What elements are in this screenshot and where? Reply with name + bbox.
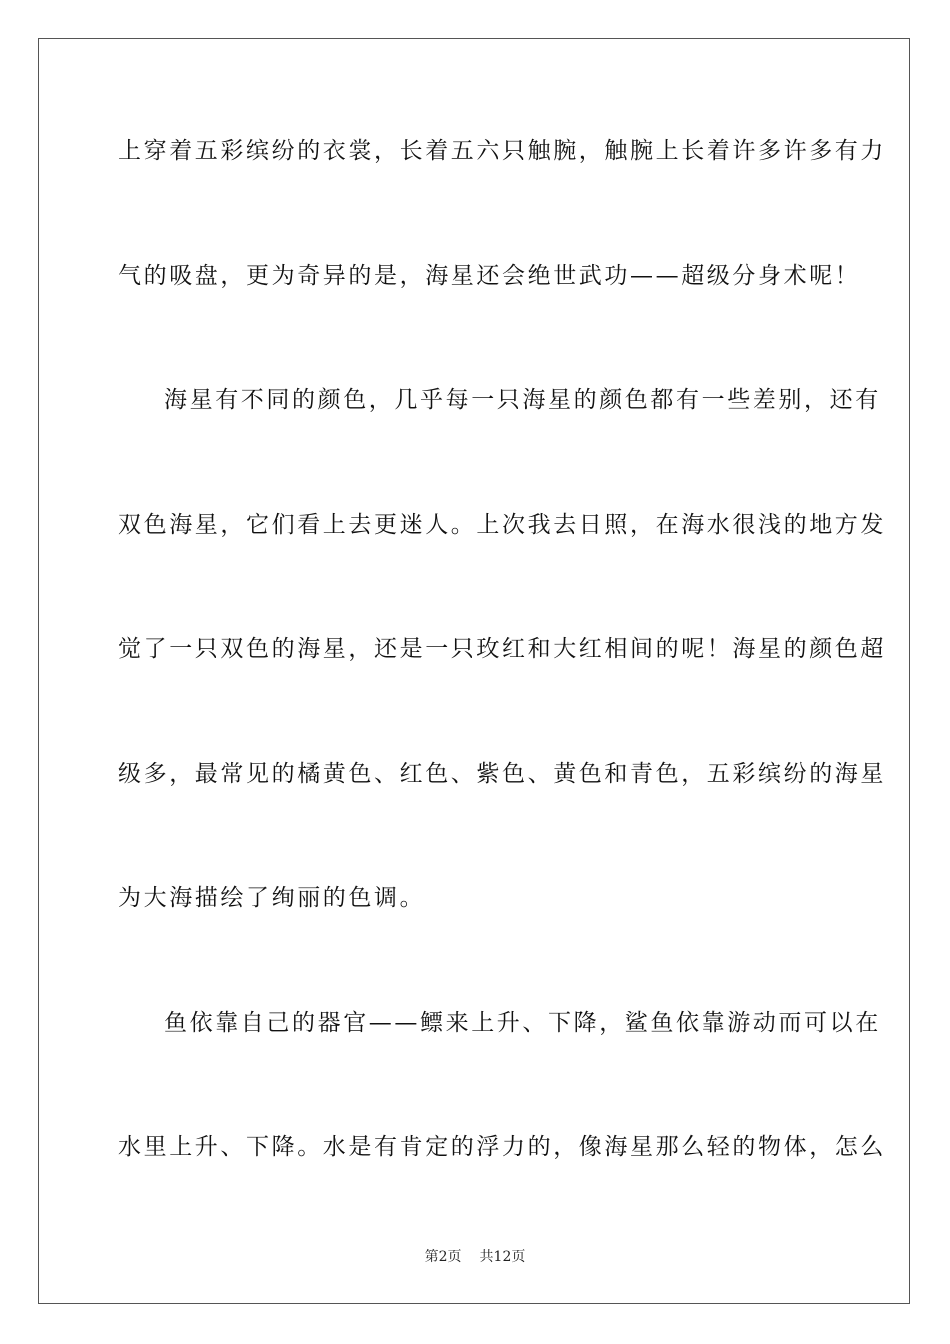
page-number: 第2页	[424, 1249, 462, 1265]
page-total: 共12页	[479, 1249, 526, 1265]
text-line-5: 觉了一只双色的海星，还是一只玫红和大红相间的呢！海星的颜色超	[118, 636, 886, 662]
text-line-1: 上穿着五彩缤纷的衣裳，长着五六只触腕，触腕上长着许多许多有力	[118, 138, 886, 164]
text-line-7: 为大海描绘了绚丽的色调。	[118, 885, 426, 911]
text-line-8: 鱼依靠自己的器官——鳔来上升、下降，鲨鱼依靠游动而可以在	[164, 1010, 881, 1036]
page-border	[38, 38, 910, 1304]
page-footer	[0, 1248, 950, 1266]
text-line-6: 级多，最常见的橘黄色、红色、紫色、黄色和青色，五彩缤纷的海星	[118, 761, 886, 787]
text-line-9: 水里上升、下降。水是有肯定的浮力的，像海星那么轻的物体，怎么	[118, 1134, 886, 1160]
text-line-2: 气的吸盘，更为奇异的是，海星还会绝世武功——超级分身术呢！	[118, 263, 861, 289]
text-line-4: 双色海星，它们看上去更迷人。上次我去日照，在海水很浅的地方发	[118, 512, 886, 538]
text-line-3: 海星有不同的颜色，几乎每一只海星的颜色都有一些差别，还有	[164, 387, 881, 413]
